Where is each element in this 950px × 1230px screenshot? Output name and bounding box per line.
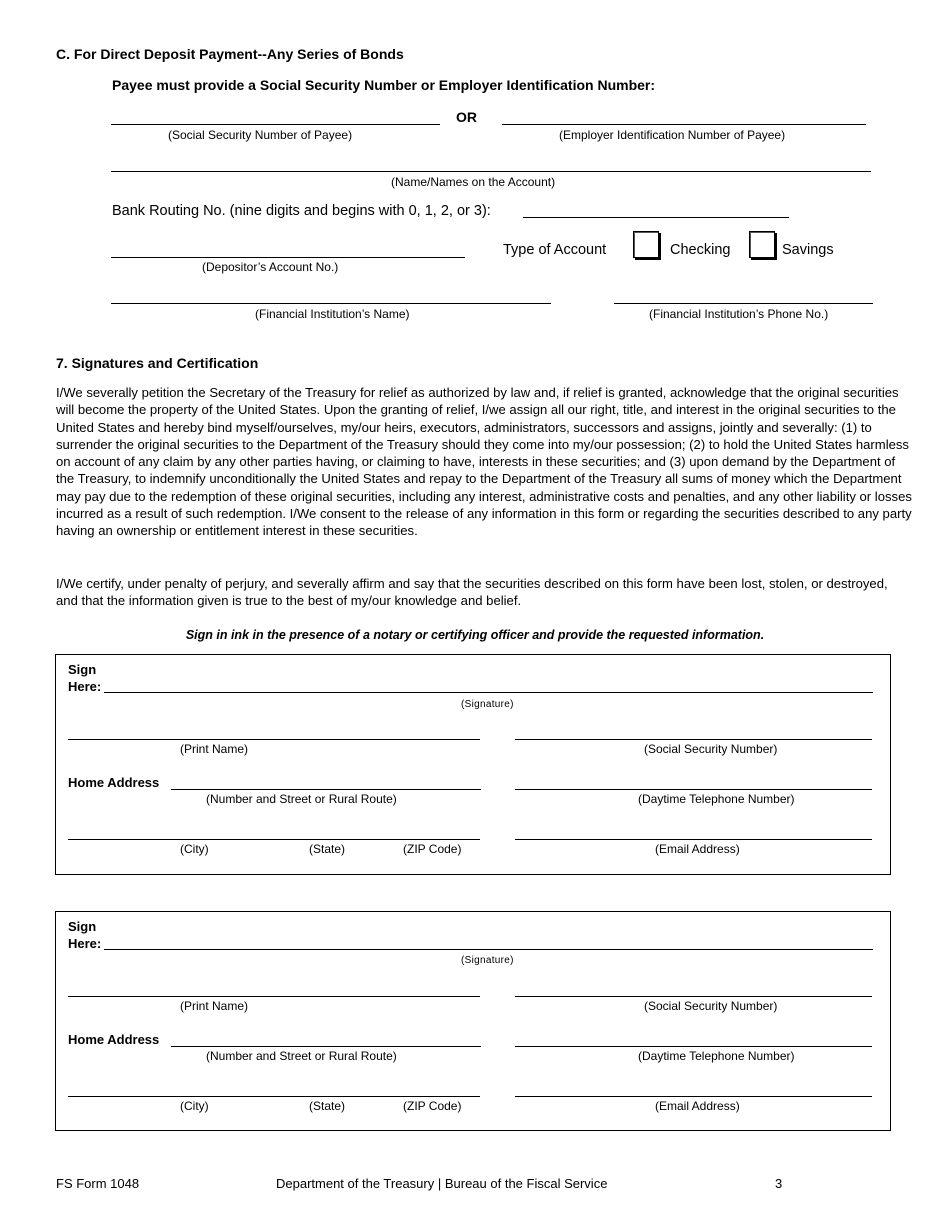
print-name-caption: (Print Name) (180, 999, 249, 1013)
depositor-account-field[interactable] (111, 257, 465, 258)
city-state-zip-field[interactable] (68, 839, 480, 840)
section-7-heading: 7. Signatures and Certification (56, 355, 259, 371)
street-caption: (Number and Street or Rural Route) (206, 792, 397, 806)
section-c-heading: C. For Direct Deposit Payment--Any Series of Bonds (56, 46, 404, 62)
ssn-field[interactable] (515, 996, 872, 997)
routing-number-field[interactable] (523, 217, 789, 218)
institution-name-field[interactable] (111, 303, 551, 304)
print-name-field[interactable] (68, 996, 480, 997)
email-field[interactable] (515, 1096, 872, 1097)
here-label: Here: (68, 679, 102, 694)
email-caption: (Email Address) (655, 1099, 740, 1113)
savings-label: Savings (782, 242, 834, 258)
home-address-label: Home Address (68, 1032, 160, 1047)
form-name: FS Form 1048 (56, 1176, 140, 1191)
signature-box-2 (55, 911, 891, 1131)
account-names-caption: (Name/Names on the Account) (391, 175, 556, 189)
city-state-zip-field[interactable] (68, 1096, 480, 1097)
daytime-phone-field[interactable] (515, 789, 872, 790)
ssn-caption: (Social Security Number) (644, 999, 778, 1013)
checking-checkbox[interactable] (633, 231, 659, 258)
payee-id-instruction: Payee must provide a Social Security Number or Employer Identification Number: (112, 77, 656, 93)
payee-ein-field[interactable] (502, 124, 866, 125)
zip-caption: (ZIP Code) (403, 842, 462, 856)
account-names-field[interactable] (111, 171, 871, 172)
payee-ein-caption: (Employer Identification Number of Payee) (559, 128, 786, 142)
zip-caption: (ZIP Code) (403, 1099, 462, 1113)
state-caption: (State) (309, 1099, 346, 1113)
certification-paragraph: I/We severally petition the Secretary of the Treasury for relief as authorized by law and, if relief is granted, acknowledge that the original securities will become the property of the United States. Upon the granting of relief, I/we assign all our right, title, and interest in the original securities to the United States and hereby bind myself/ourselves, my/our heirs, executors, administrators, successors and assigns, jointly and severally: (1) to surrender the original securities to the Department of the Treasury should they come into my/our possession; (2) to hold the United States harmless on account of any claim by any other parties having, or claiming to have, interests in these securities; and (3) upon demand by the Department of the Treasury, to indemnify unconditionally the United States and repay to the Department of the Treasury all sums of money which the Department may pay due to the redemption of these original securities, including any interest, administrative costs and penalties, and any other liability or losses incurred as a result of such redemption. I/We consent to the release of any information in this form or regarding the securities described to any party having an ownership or entitlement interest in these securities. (56, 385, 912, 539)
ssn-field[interactable] (515, 739, 872, 740)
or-label: OR (456, 109, 477, 125)
signature-caption: (Signature) (461, 699, 514, 710)
street-address-field[interactable] (171, 1046, 481, 1047)
institution-name-caption: (Financial Institution’s Name) (255, 307, 410, 321)
routing-number-label: Bank Routing No. (nine digits and begins with 0, 1, 2, or 3): (112, 203, 491, 219)
email-field[interactable] (515, 839, 872, 840)
type-of-account-label: Type of Account (503, 242, 607, 258)
ssn-caption: (Social Security Number) (644, 742, 778, 756)
sign-instruction: Sign in ink in the presence of a notary or certifying officer and provide the requested information. (185, 628, 765, 642)
signature-field[interactable] (104, 692, 873, 693)
phone-caption: (Daytime Telephone Number) (638, 1049, 795, 1063)
signature-box-1 (55, 654, 891, 875)
department-name: Department of the Treasury | Bureau of the Fiscal Service (276, 1176, 608, 1191)
email-caption: (Email Address) (655, 842, 740, 856)
state-caption: (State) (309, 842, 346, 856)
payee-ssn-field[interactable] (111, 124, 440, 125)
signature-field[interactable] (104, 949, 873, 950)
city-caption: (City) (180, 1099, 209, 1113)
street-address-field[interactable] (171, 789, 481, 790)
checking-label: Checking (670, 242, 731, 258)
depositor-account-caption: (Depositor’s Account No.) (202, 260, 339, 274)
sign-label: Sign (68, 919, 97, 934)
street-caption: (Number and Street or Rural Route) (206, 1049, 397, 1063)
here-label: Here: (68, 936, 102, 951)
daytime-phone-field[interactable] (515, 1046, 872, 1047)
phone-caption: (Daytime Telephone Number) (638, 792, 795, 806)
institution-phone-caption: (Financial Institution’s Phone No.) (649, 307, 829, 321)
institution-phone-field[interactable] (614, 303, 873, 304)
sign-label: Sign (68, 662, 97, 677)
print-name-caption: (Print Name) (180, 742, 249, 756)
page-number: 3 (775, 1176, 783, 1191)
signature-caption: (Signature) (461, 955, 514, 966)
perjury-paragraph: I/We certify, under penalty of perjury, and severally affirm and say that the securities described on this form have been lost, stolen, or destroyed, and that the information given is true to the best of my/our knowledge and belief. (56, 576, 888, 609)
print-name-field[interactable] (68, 739, 480, 740)
payee-ssn-caption: (Social Security Number of Payee) (168, 128, 353, 142)
home-address-label: Home Address (68, 775, 160, 790)
savings-checkbox[interactable] (749, 231, 775, 258)
city-caption: (City) (180, 842, 209, 856)
